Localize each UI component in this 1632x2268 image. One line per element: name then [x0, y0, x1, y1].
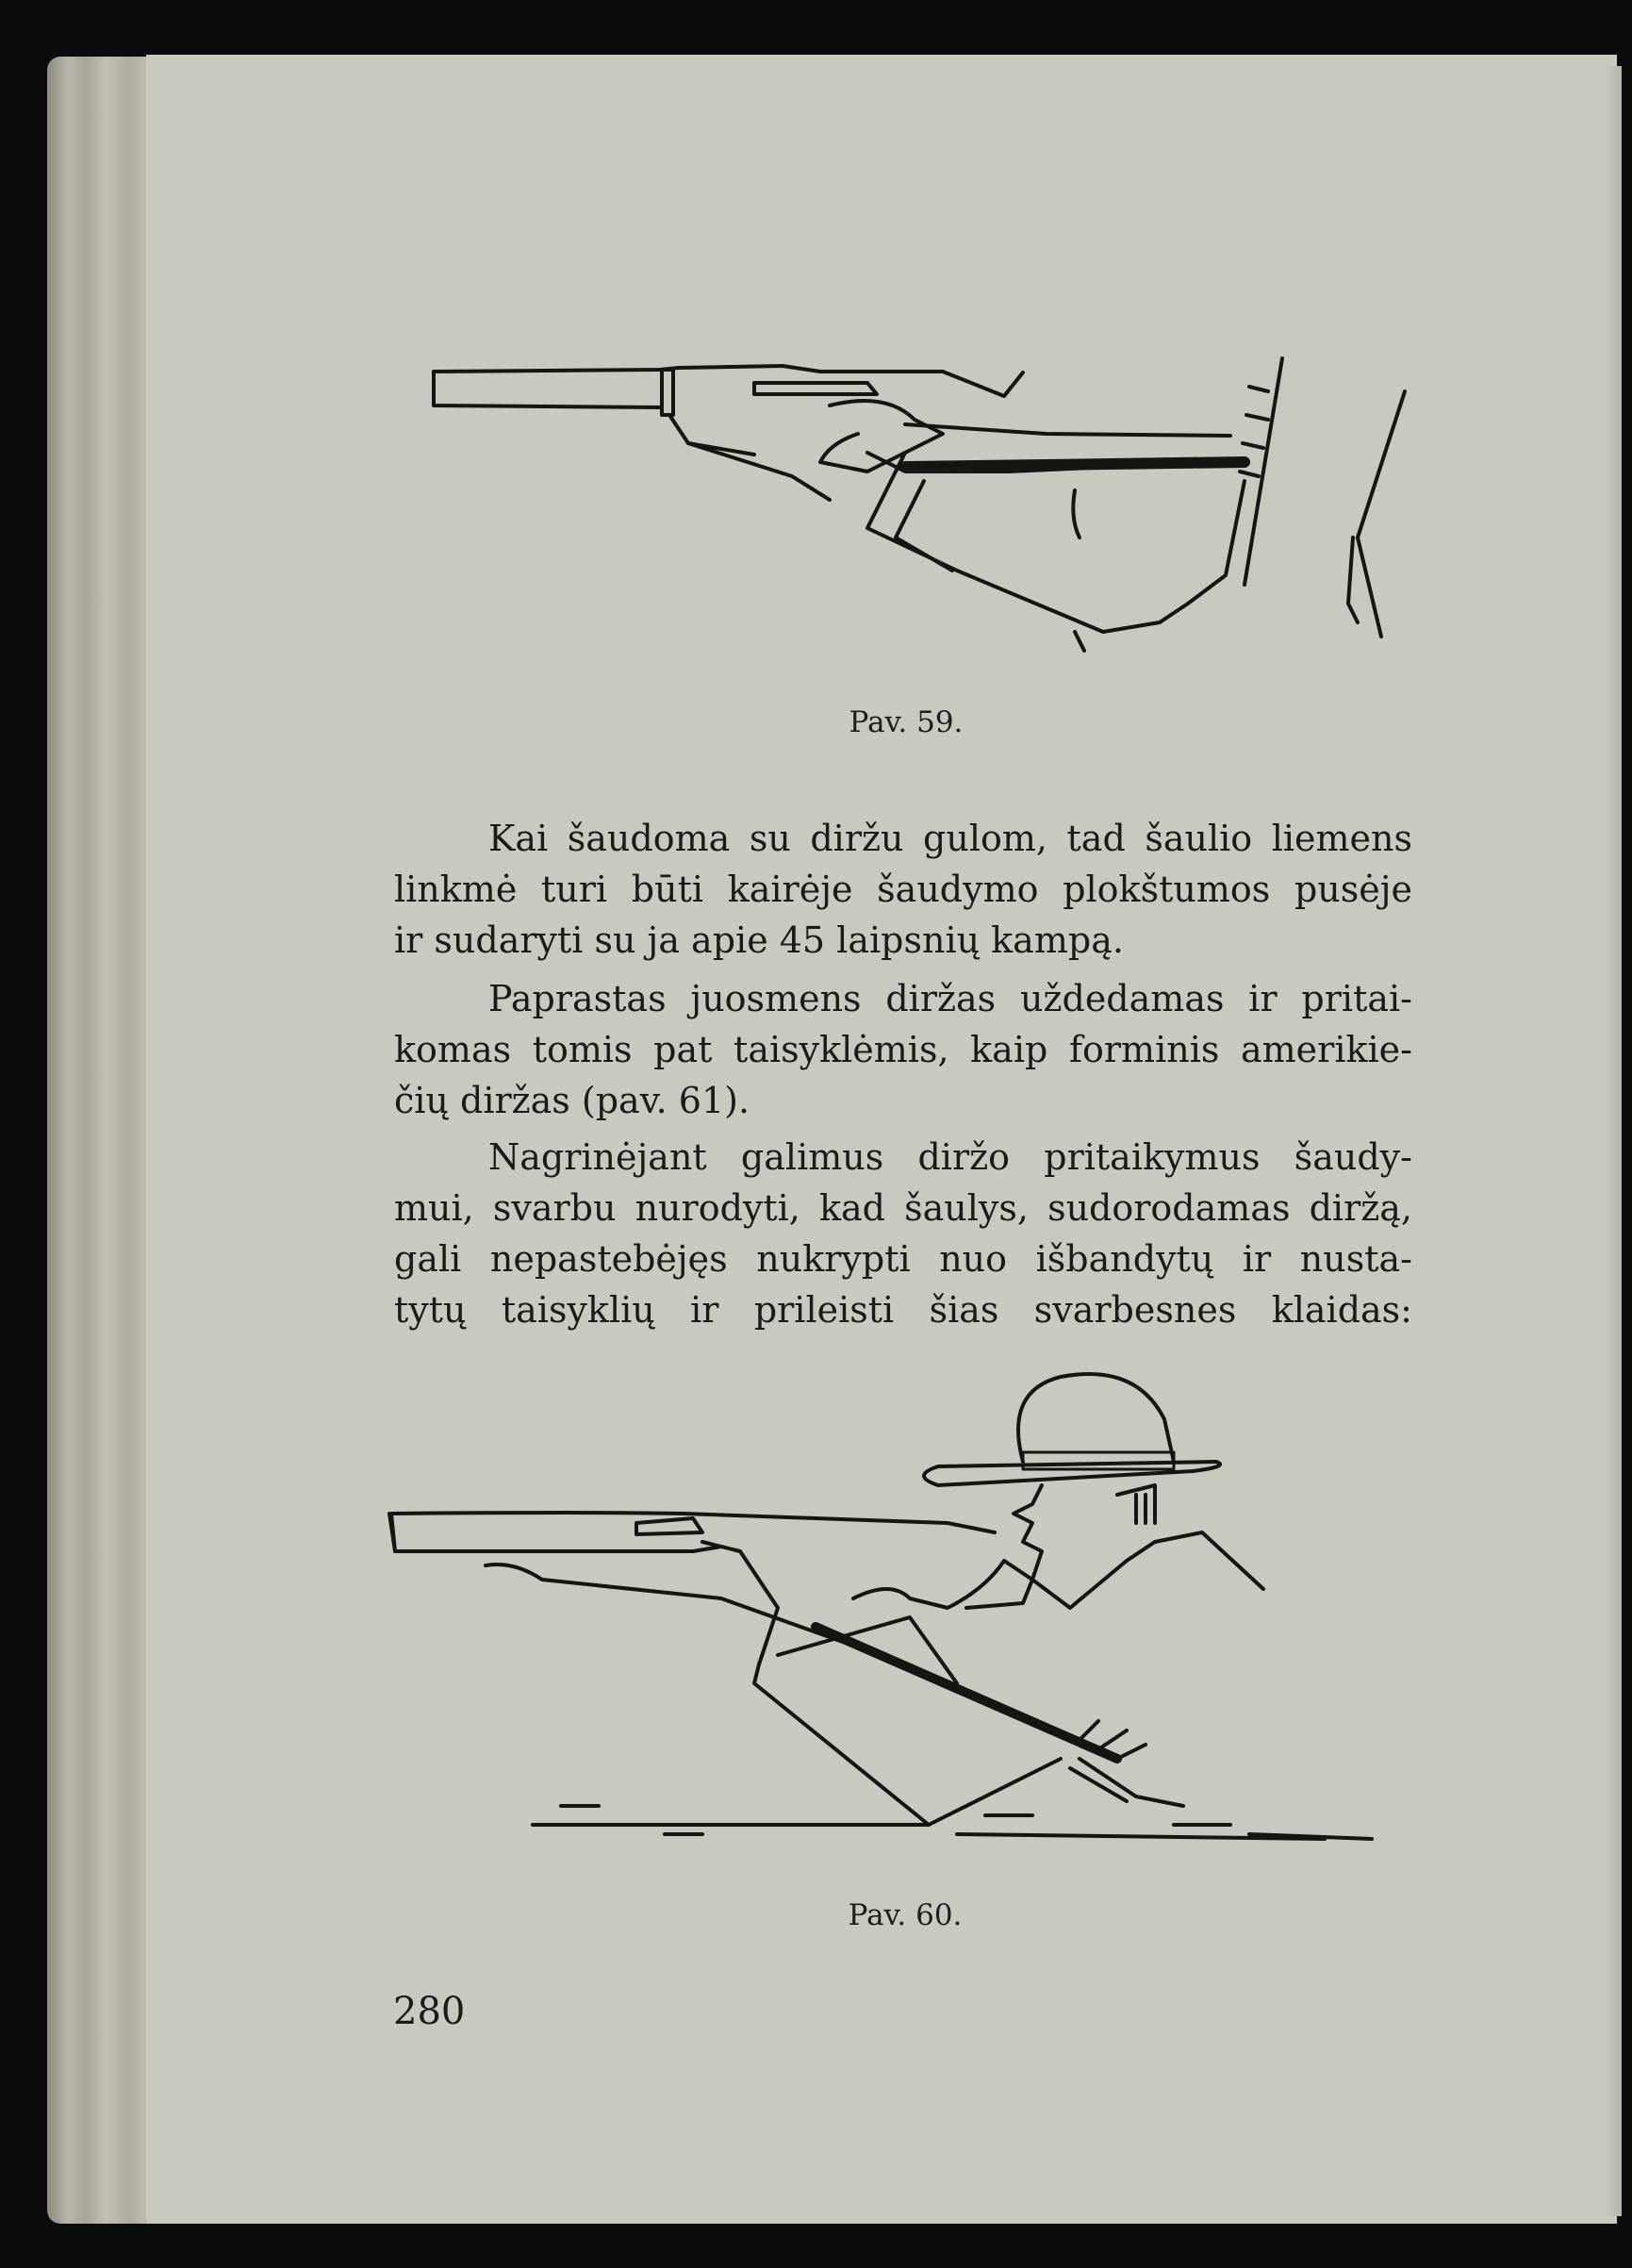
text-line: Paprastas juosmens diržas uždedamas ir pritai-	[488, 978, 1412, 1019]
figure-60-illustration	[382, 1363, 1419, 1872]
page-stack-edge	[47, 57, 156, 2224]
text-line: ir sudaryti su ja apie 45 laipsnių kampą.	[394, 919, 1124, 961]
text-line: tytų taisyklių ir prileisti šias svarbesnes klaidas:	[394, 1289, 1412, 1331]
page-number: 280	[393, 1990, 466, 2033]
figure-60-caption: Pav. 60.	[848, 1898, 963, 1932]
text-line: komas tomis pat taisyklėmis, kaip forminis amerikie-	[394, 1029, 1412, 1070]
figure-59-caption: Pav. 59.	[849, 705, 964, 739]
text-line: mui, svarbu nurodyti, kad šaulys, sudorodamas diržą,	[394, 1187, 1412, 1229]
paragraph-2	[394, 973, 1412, 1126]
paragraph-3	[394, 1132, 1412, 1335]
page-right-edge	[1603, 66, 1622, 2216]
paragraph-1	[394, 813, 1412, 966]
text-line: gali nepastebėjęs nukrypti nuo išbandytų ir nusta-	[394, 1238, 1412, 1280]
text-line: Nagrinėjant galimus diržo pritaikymus šaudy-	[488, 1136, 1412, 1178]
figure-59-illustration	[415, 349, 1424, 670]
text-line: čių diržas (pav. 61).	[394, 1080, 750, 1121]
text-line: Kai šaudoma su diržu gulom, tad šaulio liemens	[488, 818, 1412, 859]
text-line: linkmė turi būti kairėje šaudymo plokštumos pusėje	[394, 869, 1412, 910]
